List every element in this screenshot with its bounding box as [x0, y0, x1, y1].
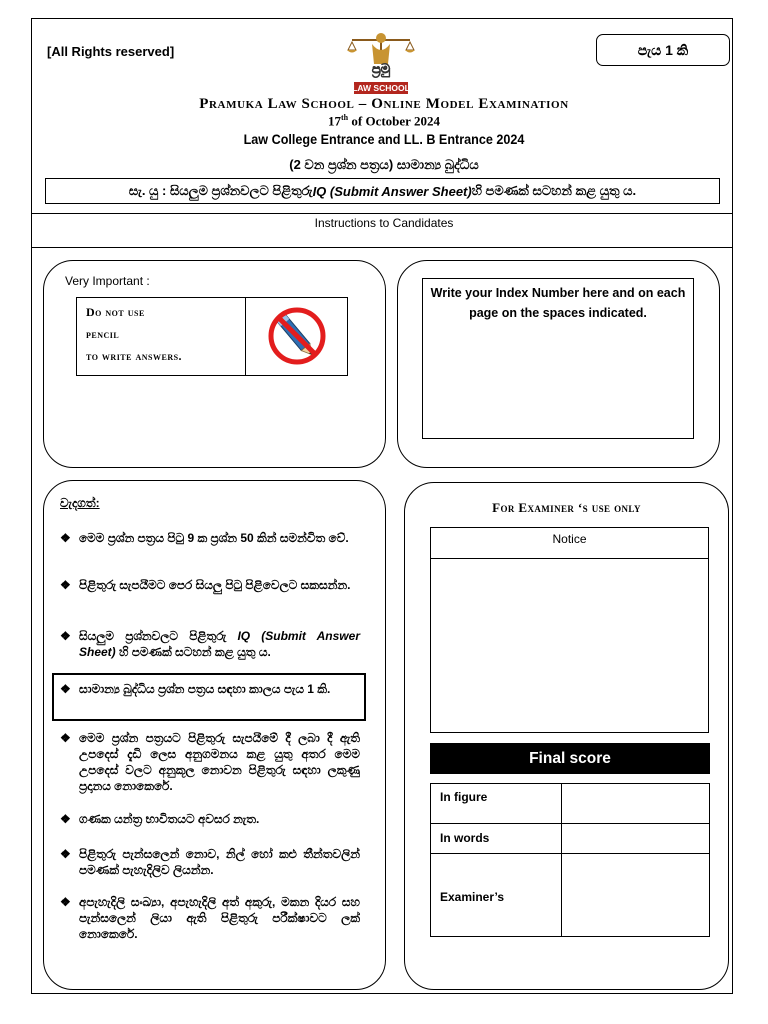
- exam-subtitle: Law College Entrance and LL. B Entrance 2024: [243, 131, 525, 147]
- answer-note: සැ. යු : සියලුම ප්‍රශ්නවලට පිළිතුරු IQ (Submit Answer Sheet) හි පමණක් සටහන් කළ යුතු ය.: [45, 178, 720, 204]
- notes-heading: වැදගත්:: [60, 496, 100, 510]
- pencil-table-divider: [245, 297, 246, 376]
- rights-notice: [All Rights reserved]: [47, 44, 175, 59]
- in-figure-label: In figure: [440, 790, 488, 804]
- note-item: ❖ අපැහැදිලි සංඛ්‍යා, අපැහැදිලි අත් අකුරු, මකන දියර සහ පැන්සලෙන් ලියා ඇති පිළිතුරු පරීක්ෂාවට ලක් නොකෙරේ.: [60, 895, 360, 941]
- examiner-heading: For Examiner ‘s use only: [492, 500, 641, 515]
- notice-label: Notice: [552, 532, 587, 546]
- in-figure-field[interactable]: [562, 784, 709, 822]
- index-number-box[interactable]: Write your Index Number here and on each page on the spaces indicated.: [422, 278, 694, 439]
- note-item: ❖ මෙම ප්‍රශ්න පත්‍රය පිටු 9 ක ප්‍රශ්න 50 කින් සමන්විත වේ.: [60, 531, 349, 545]
- exam-date: 17th of October 2024: [328, 113, 440, 129]
- note-item: ❖ සාමාන්‍ය බුද්ධිය ප්‍රශ්න පත්‍රය සඳහා කාලය පැය 1 කි.: [60, 682, 331, 696]
- duration-box: [596, 34, 730, 66]
- note-item: ❖ පිළිතුරු සැපයීමට පෙර සියලු පිටු පිළිවෙලට සකසන්න.: [60, 578, 351, 592]
- logo-sinhala-text: ප්‍රමු: [371, 62, 391, 77]
- divider-top: [31, 213, 733, 214]
- in-words-label: In words: [440, 831, 490, 845]
- logo-text: LAW SCHOOL: [352, 83, 410, 93]
- in-words-field[interactable]: [562, 824, 709, 852]
- divider-bottom: [31, 247, 733, 248]
- pencil-warning-text: Do not use pencil to write answers.: [86, 305, 183, 363]
- instructions-heading: Instructions to Candidates: [314, 216, 454, 230]
- note-item: ❖ පිළිතුරු පැන්සලෙන් නොව, නිල් හෝ කළු තීන්තවලින් පමණක් පැහැදිලිව ලියන්න.: [60, 847, 360, 877]
- duration-label: පැය 1 කි: [637, 41, 689, 58]
- scales-of-justice-icon: [347, 33, 415, 64]
- examiner-signature-field[interactable]: [562, 854, 709, 936]
- note-item: ❖ සියලුම ප්‍රශ්නවලට පිළිතුරු IQ (Submit Answer Sheet) හි පමණක් සටහන් කළ යුතු ය.: [60, 629, 360, 659]
- examiner-signature-label: Examiner’s: [440, 890, 505, 904]
- law-school-logo: [344, 30, 418, 96]
- note-item: ❖ ගණක යන්ත්‍ර භාවිතයට අවසර නැත.: [60, 812, 260, 826]
- notice-divider: [430, 558, 709, 559]
- important-label: Very Important :: [65, 274, 150, 288]
- no-pencil-icon: [265, 306, 329, 366]
- note-item: ❖ මෙම ප්‍රශ්න පත්‍රයට පිළිතුරු සැපයීමේ දී ලබා දී ඇති උපදෙස් දැඩි ලෙස අනුගමනය කළ යුතු අතර මෙම උපදෙස් වලට අනුකූල නොවන පිළිතුරු සඳහා ලකුණු ප්‍රදානය නොකෙරේ.: [60, 731, 360, 793]
- paper-title: (2 වන ප්‍රශ්න පත්‍රය) සාමාන්‍ය බුද්ධිය: [289, 157, 479, 172]
- exam-title: Pramuka Law School – Online Model Examination: [199, 96, 569, 112]
- final-score-banner: Final score: [430, 743, 710, 774]
